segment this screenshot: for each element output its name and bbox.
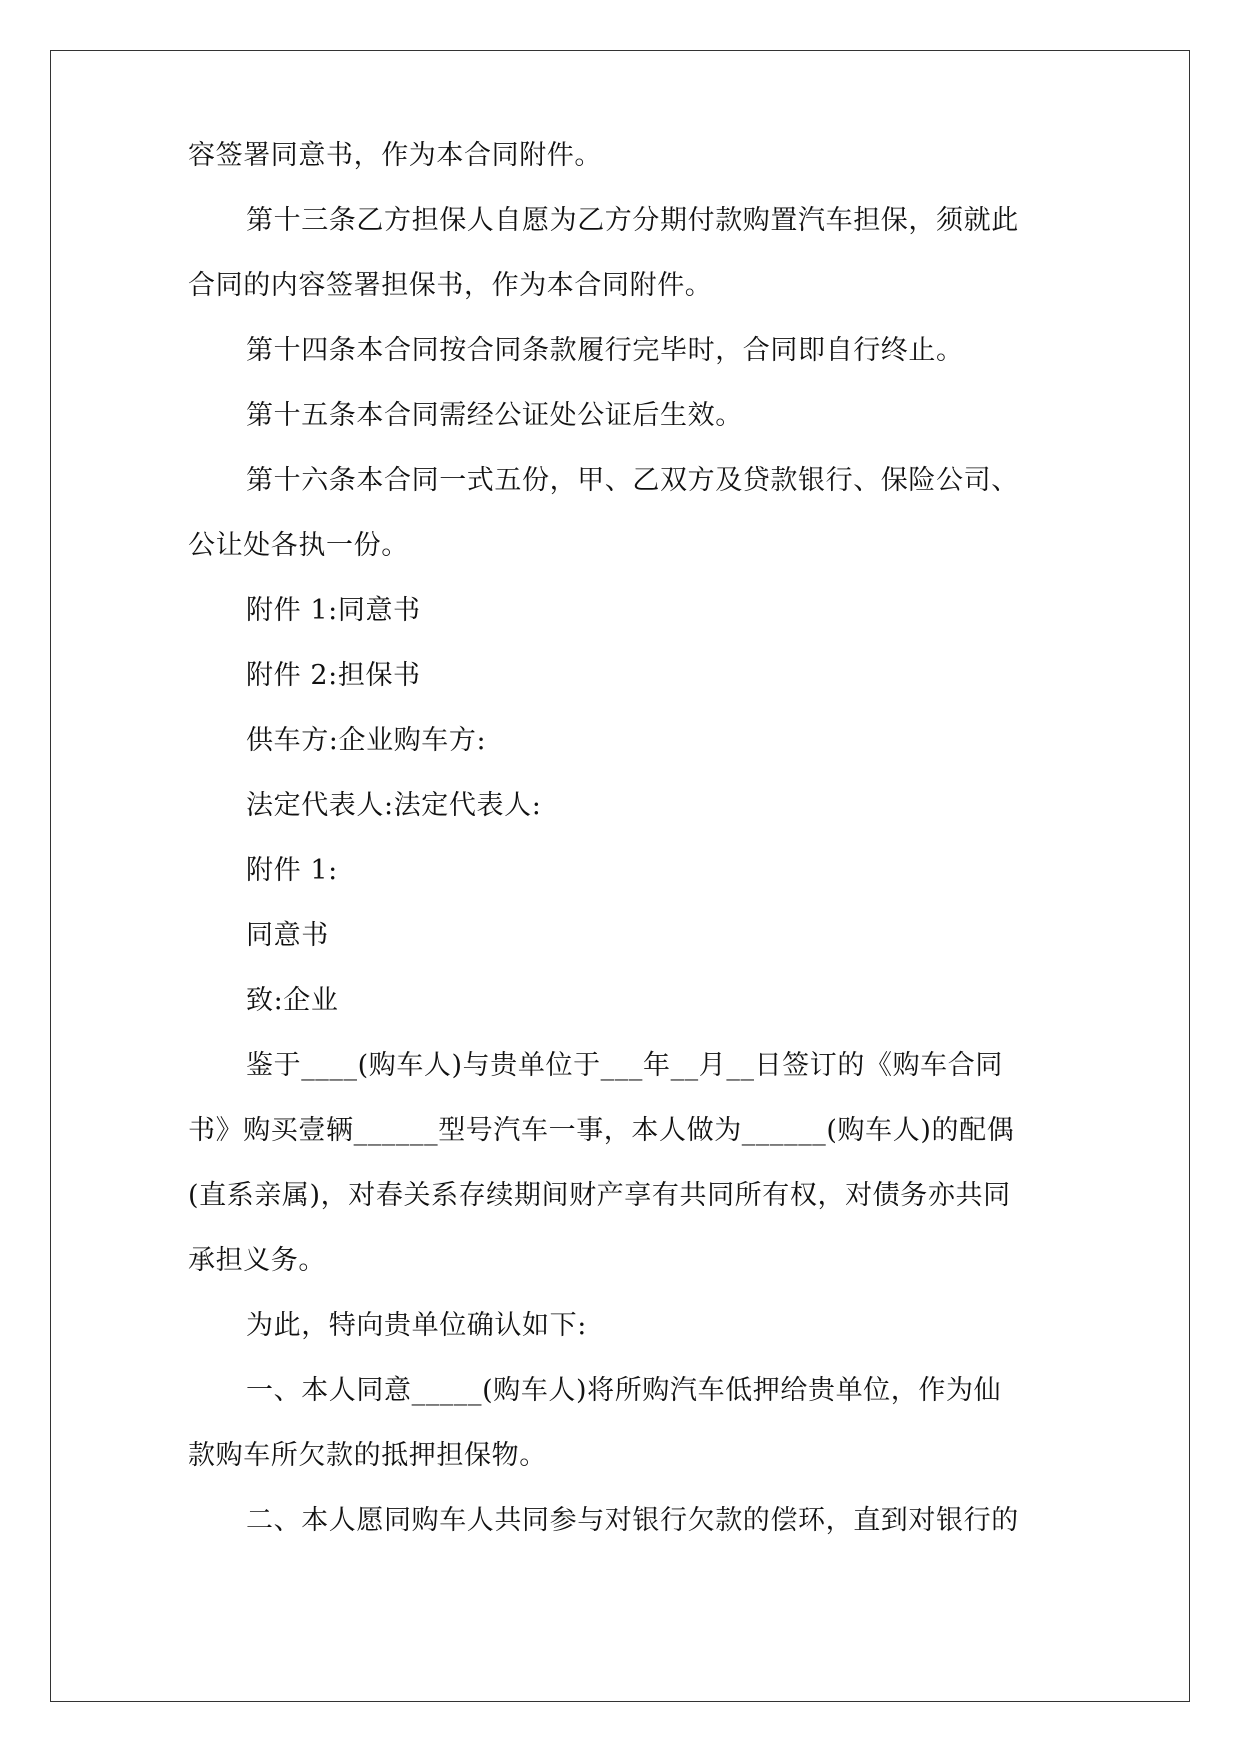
text-line: 承担义务。	[188, 1245, 326, 1276]
text-line: 鉴于____(购车人)与贵单位于___年__月__日签订的《购车合同	[246, 1050, 1003, 1081]
text-line: 一、本人同意_____(购车人)将所购汽车低押给贵单位，作为仙	[246, 1375, 1002, 1406]
text-line: 附件 1:同意书	[246, 595, 421, 626]
text-line: (直系亲属)，对春关系存续期间财产享有共同所有权，对债务亦共同	[188, 1180, 1011, 1211]
text-line: 致:企业	[246, 985, 339, 1016]
text-line: 合同的内容签署担保书，作为本合同附件。	[188, 270, 713, 301]
text-line: 附件 1:	[246, 855, 338, 886]
text-line: 款购车所欠款的抵押担保物。	[188, 1440, 547, 1471]
text-line: 法定代表人:法定代表人:	[246, 790, 542, 821]
text-line: 容签署同意书，作为本合同附件。	[188, 140, 602, 171]
text-line: 附件 2:担保书	[246, 660, 421, 691]
text-line: 二、本人愿同购车人共同参与对银行欠款的偿环，直到对银行的	[246, 1505, 1019, 1536]
text-line: 书》购买壹辆______型号汽车一事，本人做为______(购车人)的配偶	[188, 1115, 1015, 1146]
text-line: 为此，特向贵单位确认如下:	[246, 1310, 587, 1341]
text-line: 同意书	[246, 920, 329, 951]
text-line: 第十四条本合同按合同条款履行完毕时，合同即自行终止。	[246, 335, 964, 366]
text-line: 第十六条本合同一式五份，甲、乙双方及贷款银行、保险公司、	[246, 465, 1019, 496]
text-line: 公让处各执一份。	[188, 530, 409, 561]
text-line: 第十五条本合同需经公证处公证后生效。	[246, 400, 743, 431]
document-body	[188, 140, 1068, 1570]
text-line: 供车方:企业购车方:	[246, 725, 487, 756]
text-line: 第十三条乙方担保人自愿为乙方分期付款购置汽车担保，须就此	[246, 205, 1019, 236]
